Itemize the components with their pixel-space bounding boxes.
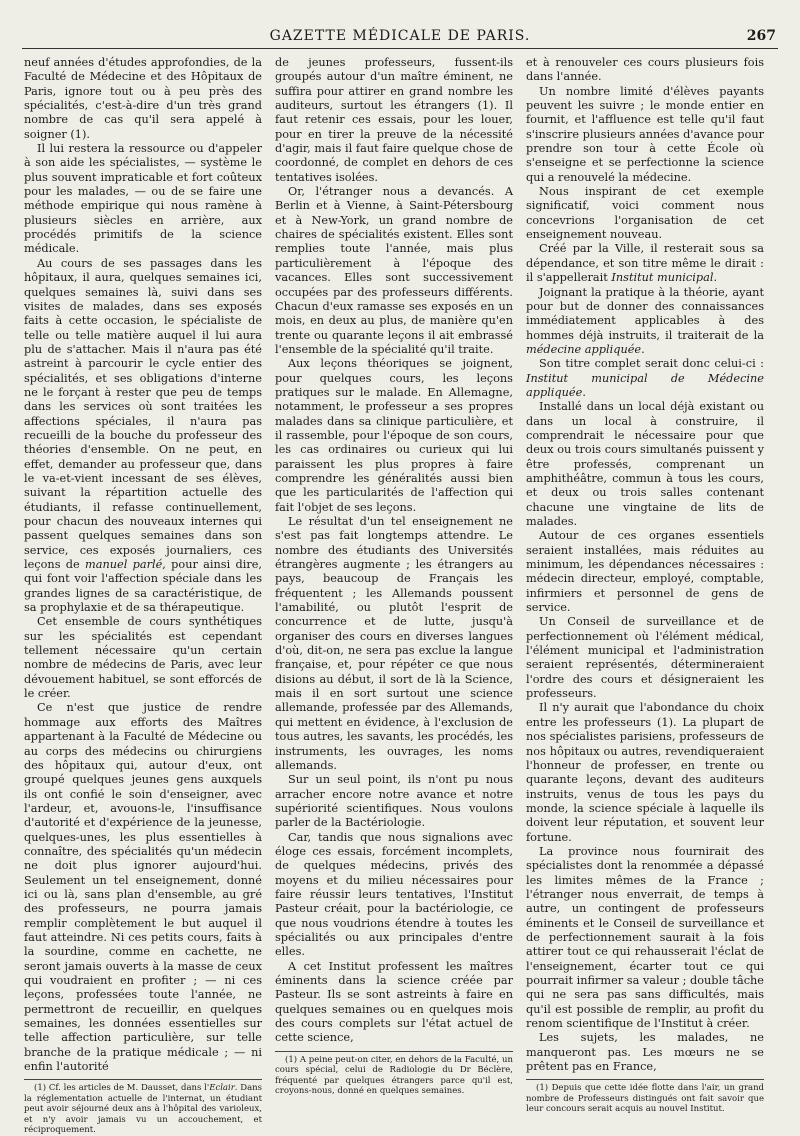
footnote [24,1083,262,1136]
footnote-rule [526,1079,764,1080]
footnote-rule [275,1051,513,1052]
paragraph: Aux leçons théoriques se joignent, pour quelques cours, les leçons pratiques sur le malade. En Allemagne, notamment, le professeur a ses propres malades dans sa clinique particulière, et il rassemble, pour l'époque de son cours, les cas ordinaires ou curieux qui lui paraissent les plus propres à faire comprendre les généralités aussi bien que les particularités de l'affection qui fait l'objet de ses leçons. [275,357,513,514]
page-number: 267 [746,28,776,44]
footnote-text: . Dans la réglementation actuelle de l'internat, un étudiant peut avoir séjourné deux ans à l'hôpital des varioleux, et n'y avoir jamais vu un accouchement, et réciproquement. [24,1083,262,1136]
column-2 [275,56,513,1097]
paragraph-text: Au cours de ses passages dans les hôpitaux, il aura, quelques semaines ici, quelques semaines là, suivi dans ses visites de malades, dans ses exposés faits à cette occasion, le spécialiste de telle ou telle matière auquel il lui aura plu de s'attacher. Mais il n'aura pas été astreint à parcourir le cycle entier des spécialités, et ses obligations d'interne ne le forçant à rester que peu de temps dans les services où sont traitées les affections spéciales, il n'aura pas recueilli de la bouche du professeur des théories d'ensemble. On ne peut, en effet, demander au professeur que, dans le va-et-vient incessant de ses élèves, suivant la répartition actuelle des étudiants, il refasse continuellement, pour chacun des nouveaux internes qui passent quelques semaines dans son service, ces exposés journaliers, ces leçons de [24,256,262,572]
paragraph-text: . [582,385,586,399]
paragraph [24,257,262,616]
italic-phrase: médecine appliquée [526,342,642,356]
italic-phrase: Institut municipal [611,271,714,285]
journal-title: GAZETTE MÉDICALE DE PARIS. [269,28,531,44]
paragraph: Or, l'étranger nous a devancés. A Berlin et à Vienne, à Saint-Pétersbourg et à New-York, un grand nombre de chaires de spécialités existent. Elles sont remplies toute l'année, mais plus particulièrement à l'époque des vacances. Elles sont successivement occupées par des professeurs différents. Chacun d'eux ramasse ses exposés en un mois, en deux au plus, de manière qu'en trente ou quarante leçons il ait embrassé l'ensemble de la spécialité qu'il traite. [275,185,513,356]
paragraph: Autour de ces organes essentiels seraient installées, mais réduites au minimum, les dépendances nécessaires : médecin directeur, employé, comptable, infirmiers et personnel de gens de service. [526,529,764,615]
paragraph-text: . [641,342,645,356]
header-rule [22,48,778,49]
italic-phrase: Institut municipal de Médecine appliquée [526,371,764,399]
paragraph-text: Son titre complet serait donc celui-ci : [539,357,764,371]
paragraph: Il lui restera la ressource ou d'appeler à son aide les spécialistes, — système le plus souvent impraticable et fort coûteux pour les malades, — ou de se faire une méthode empirique qui nous ramène à plusieurs siècles en arrière, aux procédés primitifs de la science médicale. [24,142,262,256]
column-1 [24,56,263,1136]
paragraph: Les sujets, les malades, ne manqueront pas. Les mœurs ne se prêtent pas en France, [526,1031,764,1074]
paragraph: Nous inspirant de cet exemple significatif, voici comment nous concevrions l'organisation de cet enseignement nouveau. [526,185,764,242]
paragraph: Installé dans un local déjà existant ou dans un local à construire, il comprendrait le nécessaire pour que deux ou trois cours simultanés puissent y être professés, comprenant un amphithéâtre, commun à tous les cours, et deux ou trois salles contenant chacune une vingtaine de lits de malades. [526,400,764,528]
footnote: (1) Depuis que cette idée flotte dans l'air, un grand nombre de Professeurs distingués ont fait savoir que leur concours serait acquis au nouvel Institut. [526,1083,764,1115]
paragraph: A cet Institut professent les maîtres éminents dans la science créée par Pasteur. Ils se sont astreints à faire en quelques semaines ou en quelques mois des cours complets sur l'état actuel de cette science, [275,959,513,1045]
paragraph: La province nous fournirait des spécialistes dont la renommée a dépassé les limites mêmes de la France ; l'étranger nous enverrait, de temps à autre, un contingent de professeurs éminents et le Conseil de surveillance et de perfectionnement saurait à la fois attirer tout ce qui rehausserait l'éclat de l'enseignement, écarter tout ce qui pourrait infirmer sa valeur ; double tâche qui ne sera pas sans difficultés, mais qu'il est possible de remplir, au profit du renom scientifique de l'Institut à créer. [526,844,764,1031]
paragraph: et à renouveler ces cours plusieurs fois dans l'année. [526,56,764,84]
paragraph: de jeunes professeurs, fussent-ils groupés autour d'un maître éminent, ne suffira pour attirer en grand nombre les auditeurs, surtout les étrangers (1). Il faut retenir ces essais, pour les louer, pour en tirer la preuve de la nécessité d'agir, mais il faut faire quelque chose de coordonné, de complet en dehors de ces tentatives isolées. [275,56,513,184]
footnote: (1) A peine peut-on citer, en dehors de la Faculté, un cours spécial, celui de Radiologie du Dr Béclère, fréquenté par quelques étrangers parce qu'il est, croyons-nous, donné en quelques semaines. [275,1054,513,1097]
paragraph: Ce n'est que justice de rendre hommage aux efforts des Maîtres appartenant à la Faculté de Médecine ou au corps des médecins ou chirurgiens des hôpitaux qui, autour d'eux, ont groupé quelques jeunes gens auxquels ils ont confié le soin d'enseigner, avec l'ardeur, et, avouons-le, l'insuffisance d'autorité et d'expérience de la jeunesse, quelques-unes, les plus essentielles à connaître, des spécialités qu'un médecin ne doit plus ignorer aujourd'hui. Seulement un tel enseignement, donné ici ou là, sans plan d'ensemble, au gré des professeurs, ne pourra jamais remplir complètement le but auquel il faut atteindre. Ni ces petits cours, faits à la sourdine, comme en cachette, ne seront jamais ouverts à la masse de ceux qui voudraient en profiter ; — ni ces leçons, professées toute l'année, ne permettront de recueillir, en quelques semaines, les données essentielles sur telle affection particulière, sur telle branche de la pratique médicale ; — ni enfin l'autorité [24,701,262,1074]
italic-phrase: manuel parlé [85,558,163,572]
paragraph [526,286,764,358]
footnote-italic: Eclair [209,1083,235,1094]
footnote-rule [24,1079,262,1080]
paragraph-text: Joignant la pratique à la théorie, ayant pour but de donner des connaissances immédiatement applicables à des hommes déjà instruits, il traiterait de la [526,285,764,342]
paragraph: Le résultat d'un tel enseignement ne s'est pas fait longtemps attendre. Le nombre des étudiants des Universités étrangères augmente ; les étrangers au pays, beaucoup de Français les fréquentent ; les Allemands poussent l'amabilité, ou plutôt l'esprit de concurrence et de lutte, jusqu'à organiser des cours en diverses langues d'où, dit-on, ne sera pas exclue la langue française, et, pour répéter ce que nous disions au début, il sort de là la Science, mais il en sort surtout une science allemande, professée par des Allemands, qui mettent en évidence, à l'exclusion de tous autres, les savants, les procédés, les instruments, les ouvrages, les noms allemands. [275,515,513,772]
column-3 [526,56,764,1115]
paragraph: Cet ensemble de cours synthétiques sur les spécialités est cependant tellement nécessaire qu'un certain nombre de médecins de Paris, avec leur dévouement habituel, se sont efforcés de le créer. [24,615,262,701]
paragraph-text: , pour ainsi dire, qui font voir l'affection spéciale dans les grandes lignes de sa caractéristique, de sa prophylaxie et de sa thérapeutique. [24,558,263,615]
paragraph [526,242,764,285]
paragraph: Un nombre limité d'élèves payants peuvent les suivre ; le monde entier en fournit, et l'affluence est telle qu'il faut s'inscrire plusieurs années d'avance pour prendre son tour à cette École où s'enseigne et se perfectionne la science qui a renouvelé la médecine. [526,84,764,184]
paragraph [526,357,764,400]
paragraph: Un Conseil de surveillance et de perfectionnement où l'élément médical, l'élément municipal et l'administration seraient représentés, détermineraient l'ordre des cours et désigneraient les professeurs. [526,615,764,701]
paragraph: Car, tandis que nous signalions avec éloge ces essais, forcément incomplets, de quelques médecins, privés des moyens et du milieu nécessaires pour faire réussir leurs tentatives, l'Institut Pasteur créait, pour la bactériologie, ce que nous voudrions étendre à toutes les spécialités ou aux principales d'entre elles. [275,830,513,959]
paragraph: Sur un seul point, ils n'ont pu nous arracher encore notre avance et notre supériorité scientifiques. Nous voulons parler de la Bactériologie. [275,773,513,830]
page-header [22,28,778,48]
footnote-text: (1) Cf. les articles de M. Dausset, dans l' [34,1083,210,1094]
paragraph-text: . [713,271,718,285]
paragraph-text: Créé par la Ville, il resterait sous sa dépendance, et son titre même le dirait : il s'appellerait [526,242,764,285]
paragraph: Il n'y aurait que l'abondance du choix entre les professeurs (1). La plupart de nos spécialistes parisiens, professeurs de nos hôpitaux ou autres, revendiqueraient l'honneur de professer, en trente ou quarante leçons, devant des auditeurs instruits, venus de tous les pays du monde, la science spéciale à laquelle ils doivent leur réputation, et souvent leur fortune. [526,701,764,844]
paragraph: neuf années d'études approfondies, de la Faculté de Médecine et des Hôpitaux de Paris, ignore tout ou à peu près des spécialités, c'est-à-dire d'un très grand nombre de cas qu'il sera appelé à soigner (1). [24,56,262,141]
